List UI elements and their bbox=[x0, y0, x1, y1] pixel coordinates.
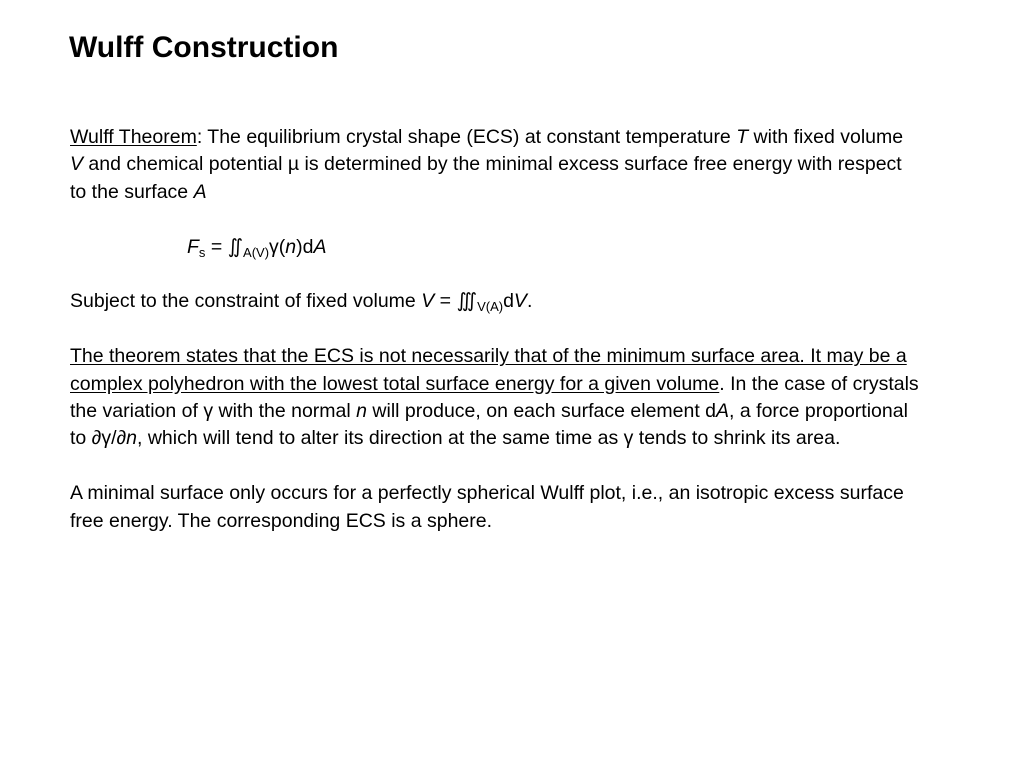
var-V: V bbox=[513, 290, 527, 313]
text-run: with fixed volume bbox=[748, 126, 904, 148]
slide-body bbox=[70, 124, 920, 535]
text-run: γ( bbox=[269, 235, 286, 258]
slide-title: Wulff Construction bbox=[69, 31, 339, 64]
wulff-theorem-term: Wulff Theorem bbox=[70, 126, 197, 148]
text-run: , which will tend to alter its direction at the same time as γ tends to shrink its area. bbox=[136, 427, 841, 450]
text-run: . bbox=[526, 290, 533, 313]
text-run: , a force proportional to ∂γ/∂ bbox=[70, 400, 908, 450]
var-A: A bbox=[716, 400, 730, 423]
text-run: . In the case of crystals the variation of γ with the normal bbox=[70, 372, 919, 423]
surface-energy-formula bbox=[70, 234, 920, 261]
text-run: = ∬ bbox=[205, 235, 244, 258]
volume-constraint-paragraph bbox=[70, 288, 920, 315]
var-T: T bbox=[736, 126, 749, 148]
integral-domain: V(A) bbox=[477, 299, 504, 315]
text-run: and chemical potential µ is determined by the minimal excess surface free energy with respect to the surface bbox=[70, 153, 902, 203]
text-run: )d bbox=[296, 235, 314, 258]
text-run: = ∭ bbox=[434, 290, 478, 313]
integral-domain: A(V) bbox=[243, 244, 270, 260]
var-A: A bbox=[313, 235, 327, 258]
wulff-theorem-paragraph bbox=[70, 124, 920, 206]
var-V: V bbox=[421, 290, 435, 313]
var-n: n bbox=[126, 427, 137, 450]
var-V: V bbox=[70, 153, 84, 176]
var-n: n bbox=[285, 235, 297, 258]
theorem-statement-paragraph bbox=[70, 343, 920, 453]
subscript-s: s bbox=[198, 244, 206, 260]
var-n: n bbox=[356, 400, 367, 423]
minimal-surface-paragraph: A minimal surface only occurs for a perfectly spherical Wulff plot, i.e., an isotropic excess surface free energy. The corresponding ECS is a sphere. bbox=[70, 482, 904, 532]
var-F: F bbox=[187, 235, 199, 258]
theorem-statement-underlined: The theorem states that the ECS is not necessarily that of the minimum surface area. It may be a complex polyhedron with the lowest total surface energy for a given volume bbox=[70, 345, 907, 395]
text-run: will produce, on each surface element d bbox=[367, 400, 717, 423]
text-run: Subject to the constraint of fixed volume bbox=[70, 290, 422, 313]
var-A: A bbox=[193, 180, 207, 203]
text-run: d bbox=[503, 290, 514, 313]
text-run: : The equilibrium crystal shape (ECS) at constant temperature bbox=[196, 126, 737, 148]
